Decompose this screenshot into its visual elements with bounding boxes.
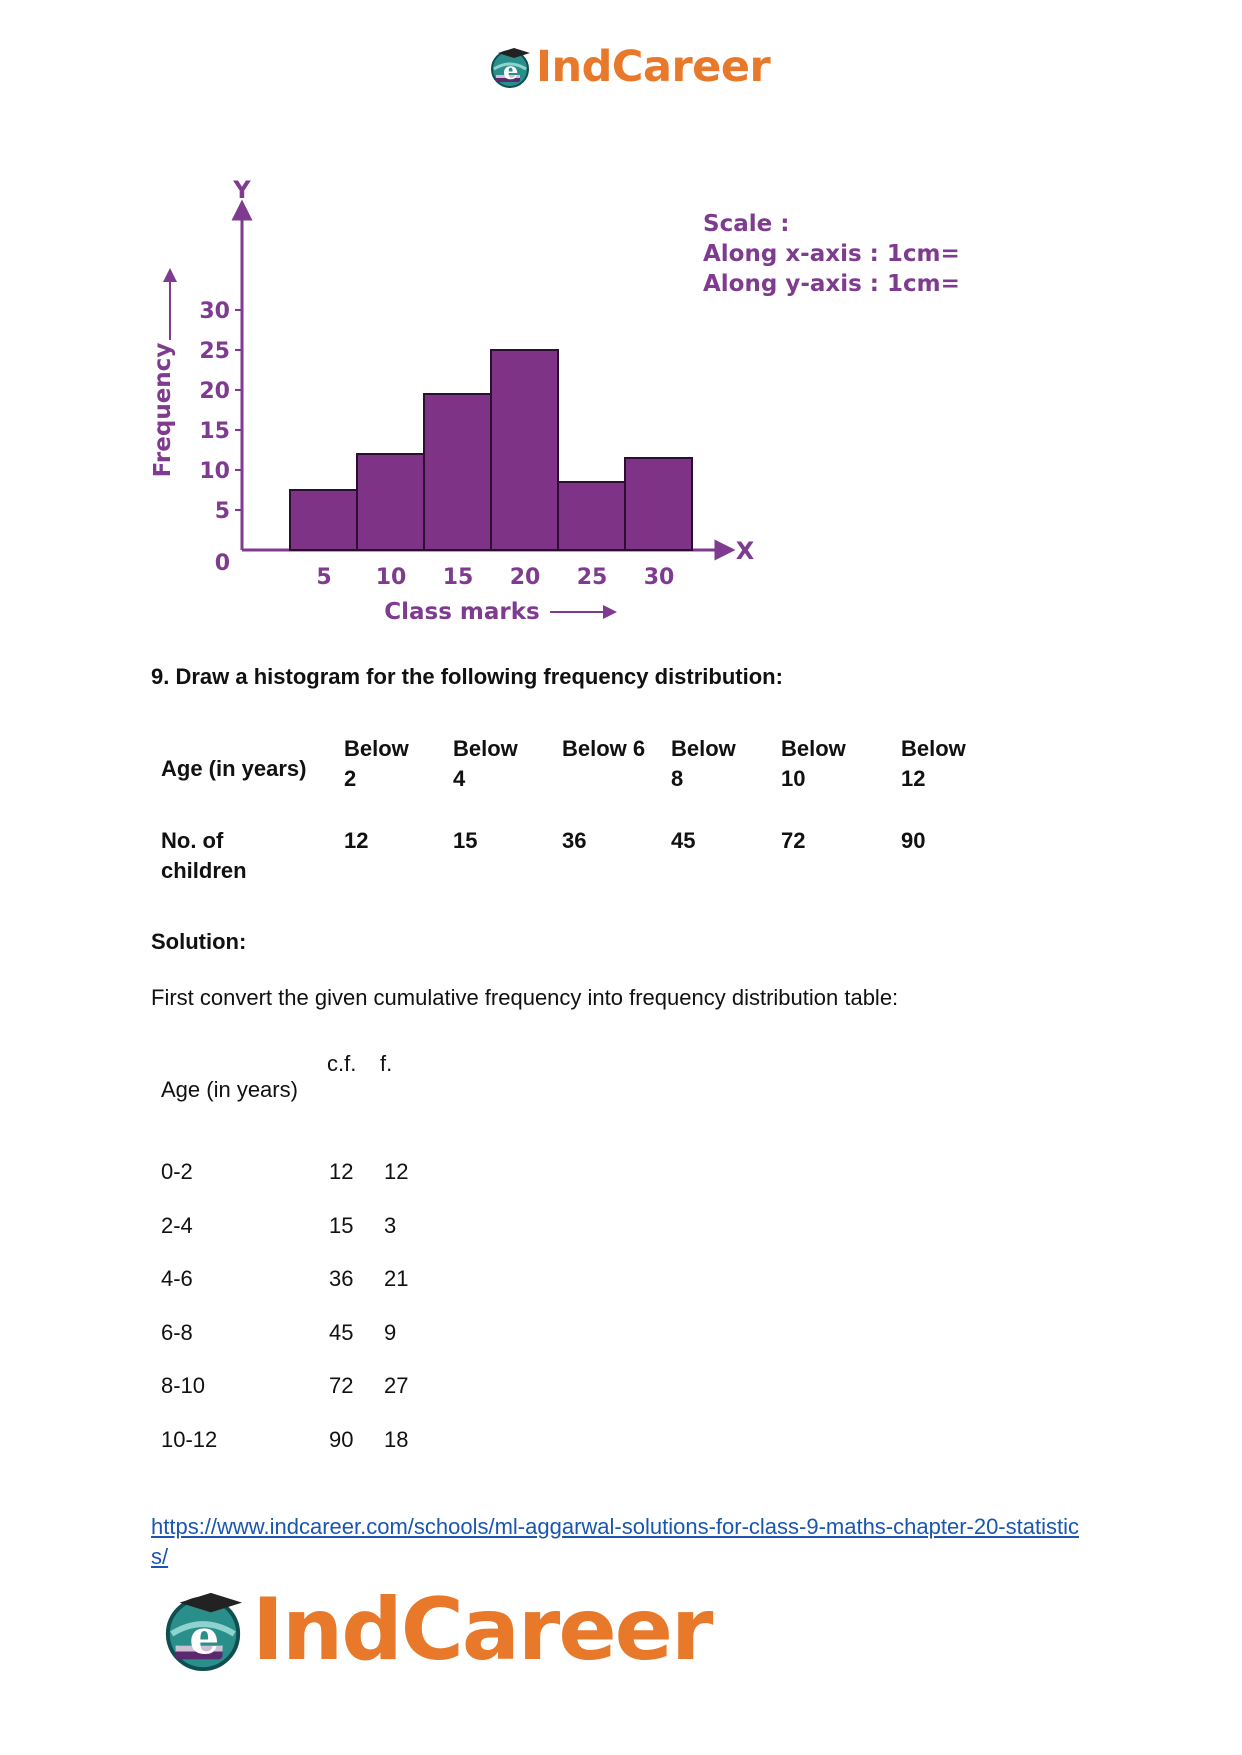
x-tick-label: 15 (442, 565, 474, 590)
table2-header-age: Age (in years) (161, 1077, 298, 1102)
table2-cell-age: 8-10 (161, 1373, 206, 1398)
histogram-bar (558, 482, 625, 550)
table1-column-header: Below 4 (453, 736, 518, 791)
table2-cell-age: 2-4 (161, 1213, 193, 1238)
table1-column-header: Below 2 (344, 736, 409, 791)
table1-column-header: Below 6 (562, 736, 646, 761)
table2-cell-age: 6-8 (161, 1320, 193, 1345)
y-tick-label: 30 (199, 299, 230, 324)
table1-column-header: Below 10 (781, 736, 846, 791)
table1-value: 12 (344, 828, 369, 853)
y-axis-label: Frequency (150, 342, 176, 478)
table2-cell-cf: 90 (329, 1427, 354, 1452)
table1-value: 45 (671, 828, 696, 853)
footer-brand-name: IndCareer (252, 1580, 712, 1680)
x-tick-label: 25 (576, 565, 608, 590)
x-axis-label: Class marks (384, 599, 540, 625)
table2-cell-cf: 12 (329, 1159, 354, 1184)
histogram-bar (625, 458, 692, 550)
y-tick-label: 0 (214, 551, 230, 576)
table1-column-header: Below 12 (901, 736, 966, 791)
table1-value: 90 (901, 828, 926, 853)
y-tick-label: 20 (199, 379, 230, 404)
table2-cell-age: 10-12 (161, 1427, 218, 1452)
y-tick-label: 25 (199, 339, 230, 364)
intro-text: First convert the given cumulative frequency into frequency distribution table: (151, 985, 899, 1010)
table2-cell-cf: 36 (329, 1266, 354, 1291)
source-link[interactable]: https://www.indcareer.com/schools/ml-aggarwal-solutions-for-class-9-maths-chapter-20-statistics/ (151, 1514, 1079, 1569)
histogram-bar (424, 394, 491, 550)
solution-label: Solution: (151, 929, 247, 954)
table1-value: 36 (562, 828, 587, 853)
table2-header-f: f. (380, 1051, 393, 1076)
x-tick-label: 10 (375, 565, 407, 590)
scale-x: Along x-axis : 1cm=5 (703, 241, 960, 267)
x-tick-label: 30 (643, 565, 675, 590)
table2-header-cf: c.f. (327, 1051, 357, 1076)
table2-cell-f: 3 (384, 1213, 397, 1238)
y-axis-letter: Y (233, 176, 251, 204)
x-tick-label: 5 (316, 565, 332, 590)
brand-name: IndCareer (536, 42, 771, 92)
histogram-chart (140, 165, 960, 640)
table2-cell-cf: 72 (329, 1373, 354, 1398)
globe-book-icon (488, 45, 532, 89)
table1-value: 72 (781, 828, 806, 853)
scale-y: Along y-axis : 1cm=5 (703, 271, 960, 297)
histogram-bar (357, 454, 424, 550)
table2-cell-f: 27 (384, 1373, 409, 1398)
svg-text:e: e (189, 1610, 220, 1666)
table2-cell-f: 9 (384, 1320, 397, 1345)
table2-cell-age: 4-6 (161, 1266, 193, 1291)
y-tick-label: 15 (199, 419, 230, 444)
scale-title: Scale : (703, 211, 790, 237)
x-tick-label: 20 (509, 565, 541, 590)
histogram-svg (140, 165, 960, 635)
histogram-bar (290, 490, 357, 550)
table2-cell-age: 0-2 (161, 1159, 193, 1184)
table2-cell-f: 12 (384, 1159, 409, 1184)
y-tick-label: 5 (214, 499, 230, 524)
y-tick-label: 10 (199, 459, 230, 484)
svg-text:e: e (503, 56, 519, 85)
footer-logo (160, 1580, 712, 1680)
question-text: 9. Draw a histogram for the following frequency distribution: (151, 664, 783, 689)
table2-cell-cf: 45 (329, 1320, 354, 1345)
table1-column-header: Below 8 (671, 736, 736, 791)
table2-cell-f: 18 (384, 1427, 409, 1452)
table2-cell-cf: 15 (329, 1213, 354, 1238)
table1-header-label: Age (in years) (161, 756, 307, 781)
histogram-bar (491, 350, 558, 550)
header-logo (488, 40, 770, 94)
table2-cell-f: 21 (384, 1266, 409, 1291)
globe-book-icon (160, 1587, 246, 1673)
table1-row-label: No. of children (161, 828, 247, 883)
x-axis-letter: X (735, 537, 755, 565)
table1-value: 15 (453, 828, 478, 853)
